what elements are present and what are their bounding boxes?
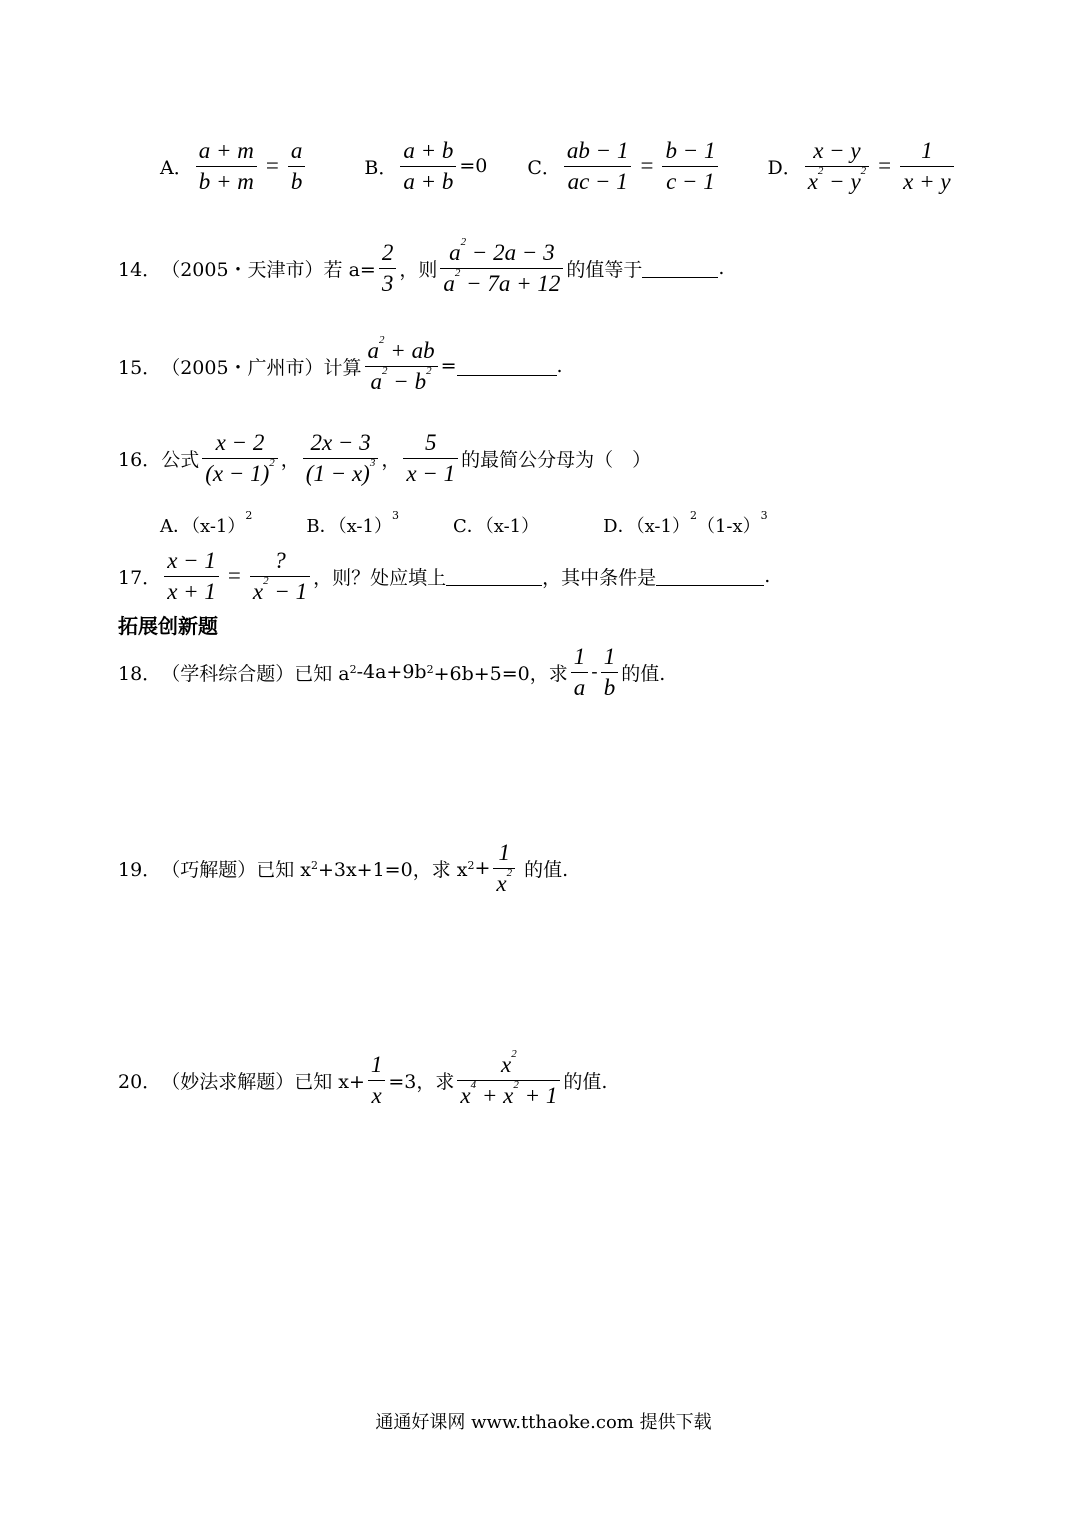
page-footer: 通通好课网 www.tthaoke.com 提供下载 <box>375 1412 712 1433</box>
q14-a-fraction: $\frac{2}{3}$ <box>379 238 397 299</box>
q20-fraction-1: $\frac{1}{x}$ <box>368 1050 386 1111</box>
option-d-label: D． <box>767 156 802 179</box>
option-d-right-fraction: $\frac{1}{x + y}$ <box>900 136 953 197</box>
q16-option-c: C．（x-1） <box>452 516 540 537</box>
q18-fraction-1: $\frac{1}{a}$ <box>571 642 589 703</box>
q17-left-fraction: $\frac{x - 1}{x + 1}$ <box>164 546 219 607</box>
q17-condition-blank[interactable] <box>656 567 764 586</box>
option-a-right-fraction: $\frac{a}{b}$ <box>288 136 306 197</box>
option-c-right-fraction: $\frac{b - 1}{c - 1}$ <box>662 136 718 197</box>
q16-fraction-1: $\frac{x - 2}{(x - 1)^2}$ <box>202 428 278 489</box>
option-a-left-fraction: $\frac{a + m}{b + m}$ <box>196 136 257 197</box>
q18-fraction-2: $\frac{1}{b}$ <box>601 642 619 703</box>
q16-fraction-2: $\frac{2x - 3}{(1 - x)^3}$ <box>303 428 379 489</box>
question-18: 18． （学科综合题）已知 a $^2$ -4a+9b $^2$ +6b+5=0，求 $\frac{1}{a}$ - $\frac{1}{b}$ 的值. <box>118 642 665 703</box>
q20-fraction-2: $\frac{x^2}{x^4 + x^2 + 1}$ <box>457 1050 560 1111</box>
option-c-left-fraction: $\frac{ab - 1}{ac - 1}$ <box>564 136 632 197</box>
section-heading: 拓展创新题 <box>118 614 218 638</box>
q16-option-b: B．$(x-1)^3$ <box>306 509 399 537</box>
question-14: 14． （2005・天津市）若 a= $\frac{2}{3}$ ，则 $\frac{a^2 - 2a - 3}{a^2 - 7a + 12}$ 的值等于 . <box>118 238 724 299</box>
q16-fraction-3: $\frac{5}{x - 1}$ <box>403 428 458 489</box>
q16-options-row <box>160 509 768 538</box>
question-19: 19． （巧解题）已知 x $^2$ +3x+1=0，求 x $^2$ + $\frac{1}{x^2}$ 的值. <box>118 838 568 899</box>
option-b-label: B． <box>364 156 398 179</box>
option-d-left-fraction: $\frac{x - y}{x^2 - y^2}$ <box>805 136 869 197</box>
question-16: 16． 公式 $\frac{x - 2}{(x - 1)^2}$ ， $\frac{2x - 3}{(1 - x)^3}$ ， $\frac{5}{x - 1}$ 的最简公分母为（ ） <box>118 428 651 489</box>
q13-options-row: A． $\frac{a + m}{b + m}$ = $\frac{a}{b}$ B． $\frac{a + b}{a + b}$ =0 C． $\frac{ab - 1}{ac - 1}$ = $\frac{b - 1}{c - 1}$ D． $\frac{x - y}{x^2 - y^2}$ = $\frac{1}{x + y}$ <box>160 136 957 197</box>
q19-fraction: $\frac{1}{x^2}$ <box>493 838 515 899</box>
q14-expression-fraction: $\frac{a^2 - 2a - 3}{a^2 - 7a + 12}$ <box>440 238 563 299</box>
q15-answer-blank[interactable] <box>457 357 557 376</box>
question-15: 15． （2005・广州市）计算 $\frac{a^2 + ab}{a^2 - b^2}$ = . <box>118 336 563 397</box>
option-b-suffix: =0 <box>459 155 488 178</box>
q16-option-d: D．$(x-1)^2(1-x)^3$ <box>603 509 768 537</box>
question-17: 17． $\frac{x - 1}{x + 1}$ = $\frac{?}{x^2 - 1}$ ，则？处应填上 ，其中条件是 . <box>118 546 770 607</box>
q16-option-a: A．$(x-1)^2$ <box>160 509 253 537</box>
option-c-label: C． <box>527 156 561 179</box>
q14-answer-blank[interactable] <box>642 259 718 278</box>
q17-fill-blank[interactable] <box>446 567 542 586</box>
option-a-label: A． <box>160 156 193 179</box>
option-b-fraction: $\frac{a + b}{a + b}$ <box>400 136 456 197</box>
q15-fraction: $\frac{a^2 + ab}{a^2 - b^2}$ <box>365 336 438 397</box>
q17-right-fraction: $\frac{?}{x^2 - 1}$ <box>250 546 310 607</box>
question-20: 20． （妙法求解题）已知 x+ $\frac{1}{x}$ =3，求 $\frac{x^2}{x^4 + x^2 + 1}$ 的值. <box>118 1050 607 1111</box>
